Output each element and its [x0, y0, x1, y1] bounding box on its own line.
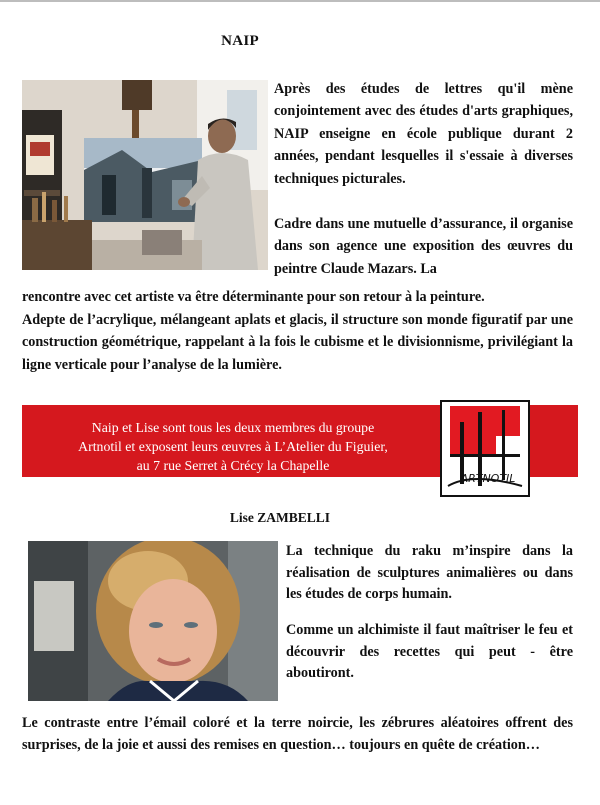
top-border [0, 0, 600, 2]
banner-line-1: Naip et Lise sont tous les deux membres du groupe [91, 420, 375, 435]
logo-text: ARTNOTIL [460, 472, 516, 485]
banner-line-3: au 7 rue Serret à Crécy la Chapelle [136, 458, 330, 473]
artnotil-logo [440, 400, 530, 497]
painter-photo [22, 80, 268, 270]
lise-paragraph-3: Le contraste entre l’émail coloré et la terre noircie, les zébrures aléatoires offrent des surprises, de la joie et aussi des remises en question… toujours en quête de création… [22, 715, 573, 753]
lise-paragraph-1: La technique du raku m’inspire dans la réalisation de sculptures animalières ou dans les études de corps humain. [286, 543, 573, 602]
naip-paragraph-2: Cadre dans une mutuelle d’assurance, il organise dans son agence une exposition des œuvres du peintre Claude Mazars. La [274, 216, 573, 277]
naip-paragraph-2-end: rencontre avec cet artiste va être déterminante pour son retour à la peinture. [22, 289, 485, 305]
page-title: NAIP [221, 33, 259, 49]
banner-text [22, 418, 444, 475]
lise-paragraph-2: Comme un alchimiste il faut maîtriser le feu et découvrir des recettes qui peut - être aboutiront. [286, 622, 573, 681]
lise-name: Lise ZAMBELLI [229, 510, 331, 525]
lise-portrait-photo [28, 541, 278, 701]
naip-paragraph-1: Après des études de lettres qu'il mène conjointement avec des études d'arts graphiques, NAIP enseigne en école publique durant 2 années, pendant lesquelles il s'essaie à diverses techniques picturales. [274, 81, 573, 187]
banner-line-2: Artnotil et exposent leurs œuvres à L’Atelier du Figuier, [78, 439, 388, 454]
naip-paragraph-3: Adepte de l’acrylique, mélangeant aplats et glacis, il structure son monde figuratif par une construction géométrique, rappelant à la fois le cubisme et le divisionnisme, privilégiant la ligne verticale pour l’analyse de la lumière. [22, 312, 573, 373]
